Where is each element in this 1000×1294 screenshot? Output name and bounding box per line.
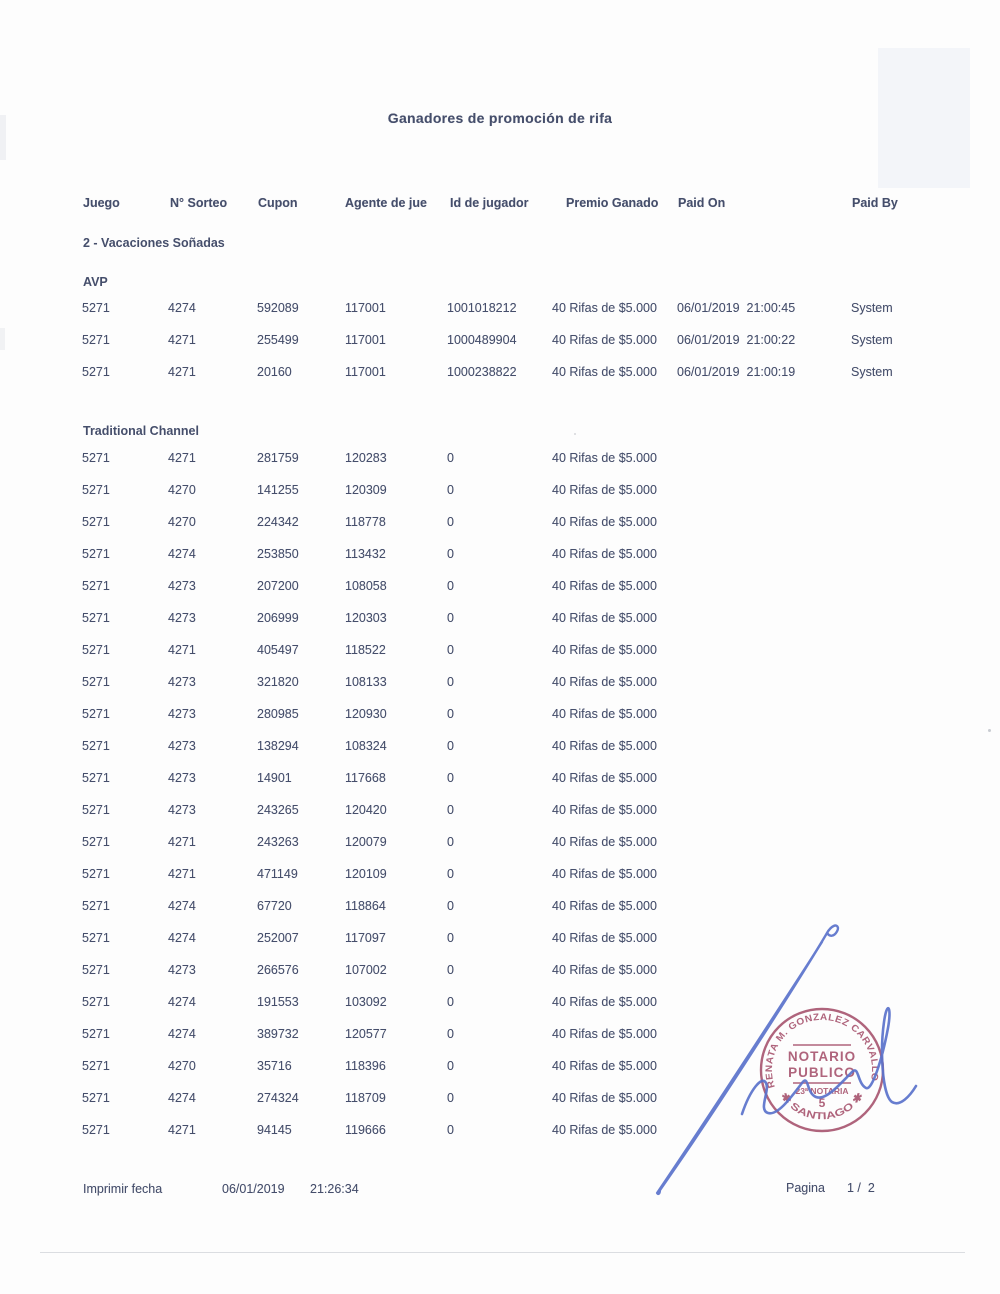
cell-paid-by: System (851, 365, 893, 379)
cell-sorteo: 4274 (168, 1091, 196, 1105)
cell-agente-de-jue: 120303 (345, 611, 387, 625)
cell-paid-by (851, 707, 1000, 739)
cell-agente-de-jue: 103092 (345, 995, 387, 1009)
cell-sorteo: 4274 (168, 1027, 196, 1041)
cell-paid-on (677, 515, 851, 547)
cell-paid-on (677, 739, 851, 771)
cell-agente-de-jue: 120577 (345, 1027, 387, 1041)
cell-id-de-jugador: 0 (447, 739, 454, 753)
cell-sorteo: 4274 (168, 301, 196, 315)
cell-cupon: 243263 (257, 835, 299, 849)
cell-sorteo: 4273 (168, 739, 196, 753)
cell-paid-on (677, 867, 851, 899)
cell-paid-on: 06/01/2019 21:00:22 (677, 333, 796, 347)
column-header-premio-ganado: Premio Ganado (566, 196, 659, 210)
cell-paid-on (677, 803, 851, 835)
cell-premio-ganado: 40 Rifas de $5.000 (552, 1027, 657, 1041)
cell-sorteo: 4273 (168, 579, 196, 593)
table-row (0, 675, 1000, 707)
cell-sorteo: 4271 (168, 365, 196, 379)
cell-juego: 5271 (82, 547, 110, 561)
cell-sorteo: 4273 (168, 611, 196, 625)
cell-agente-de-jue: 120420 (345, 803, 387, 817)
section-rows-avp (0, 301, 1000, 397)
cell-agente-de-jue: 118396 (345, 1059, 386, 1073)
cell-id-de-jugador: 0 (447, 515, 454, 529)
cell-juego: 5271 (82, 963, 110, 977)
cell-paid-by (851, 515, 1000, 547)
cell-agente-de-jue: 107002 (345, 963, 387, 977)
scan-speck (988, 729, 991, 732)
column-header-sorteo: N° Sorteo (170, 196, 228, 210)
cell-id-de-jugador: 0 (447, 611, 454, 625)
column-header-cupon: Cupon (258, 196, 298, 210)
page-title: Ganadores de promoción de rifa (387, 110, 613, 126)
signature (600, 900, 960, 1220)
cell-premio-ganado: 40 Rifas de $5.000 (552, 451, 657, 465)
cell-premio-ganado: 40 Rifas de $5.000 (552, 867, 657, 881)
column-header-paid-by: Paid By (852, 196, 898, 210)
table-row (0, 707, 1000, 739)
cell-sorteo: 4273 (168, 803, 196, 817)
cell-sorteo: 4271 (168, 867, 196, 881)
cell-paid-on: 06/01/2019 21:00:19 (677, 365, 796, 379)
table-row (0, 451, 1000, 483)
cell-paid-on (677, 835, 851, 867)
cell-paid-on (677, 643, 851, 675)
cell-premio-ganado: 40 Rifas de $5.000 (552, 547, 657, 561)
cell-juego: 5271 (82, 579, 110, 593)
cell-juego: 5271 (82, 365, 110, 379)
cell-id-de-jugador: 0 (447, 771, 454, 785)
cell-juego: 5271 (82, 333, 110, 347)
cell-sorteo: 4271 (168, 451, 196, 465)
cell-premio-ganado: 40 Rifas de $5.000 (552, 803, 657, 817)
table-header (0, 196, 1000, 210)
cell-paid-on: 06/01/2019 21:00:45 (677, 301, 796, 315)
cell-agente-de-jue: 108133 (345, 675, 387, 689)
cell-cupon: 94145 (257, 1123, 292, 1137)
cell-cupon: 138294 (257, 739, 299, 753)
cell-cupon: 280985 (257, 707, 299, 721)
cell-juego: 5271 (82, 995, 110, 1009)
cell-cupon: 281759 (257, 451, 299, 465)
cell-juego: 5271 (82, 1059, 110, 1073)
cell-id-de-jugador: 0 (447, 899, 454, 913)
cell-agente-de-jue: 120930 (345, 707, 387, 721)
cell-juego: 5271 (82, 931, 110, 945)
cell-juego: 5271 (82, 707, 110, 721)
cell-sorteo: 4271 (168, 1123, 196, 1137)
table-row (0, 643, 1000, 675)
cell-paid-on (677, 547, 851, 579)
cell-juego: 5271 (82, 803, 110, 817)
table-row (0, 365, 1000, 397)
cell-premio-ganado: 40 Rifas de $5.000 (552, 1091, 657, 1105)
cell-id-de-jugador: 1000238822 (447, 365, 517, 379)
cell-agente-de-jue: 119666 (345, 1123, 386, 1137)
cell-sorteo: 4273 (168, 707, 196, 721)
cell-cupon: 141255 (257, 483, 299, 497)
cell-agente-de-jue: 117668 (345, 771, 386, 785)
page-number-label: Pagina (786, 1181, 825, 1195)
cell-juego: 5271 (82, 1091, 110, 1105)
cell-agente-de-jue: 108058 (345, 579, 387, 593)
cell-sorteo: 4273 (168, 963, 196, 977)
cell-paid-by: System (851, 301, 893, 315)
cell-cupon: 224342 (257, 515, 299, 529)
table-row (0, 333, 1000, 365)
cell-sorteo: 4270 (168, 483, 196, 497)
cell-id-de-jugador: 0 (447, 835, 454, 849)
cell-cupon: 243265 (257, 803, 299, 817)
cell-agente-de-jue: 118864 (345, 899, 386, 913)
cell-id-de-jugador: 0 (447, 643, 454, 657)
cell-sorteo: 4273 (168, 675, 196, 689)
cell-agente-de-jue: 118709 (345, 1091, 386, 1105)
cell-agente-de-jue: 117097 (345, 931, 386, 945)
print-date-label: Imprimir fecha (83, 1182, 163, 1196)
cell-sorteo: 4271 (168, 835, 196, 849)
cell-paid-on (677, 675, 851, 707)
print-time-value: 21:26:34 (310, 1182, 359, 1196)
cell-premio-ganado: 40 Rifas de $5.000 (552, 1123, 657, 1137)
cell-premio-ganado: 40 Rifas de $5.000 (552, 899, 657, 913)
cell-paid-by (851, 579, 1000, 611)
cell-premio-ganado: 40 Rifas de $5.000 (552, 301, 657, 315)
cell-paid-by (851, 483, 1000, 515)
cell-premio-ganado: 40 Rifas de $5.000 (552, 963, 657, 977)
stamp-notaria-number-text: 23ª NOTARIA (795, 1086, 849, 1096)
cell-juego: 5271 (82, 771, 110, 785)
cell-sorteo: 4271 (168, 643, 196, 657)
cell-juego: 5271 (82, 643, 110, 657)
cell-sorteo: 4270 (168, 515, 196, 529)
column-header-juego: Juego (83, 196, 120, 210)
table-row (0, 579, 1000, 611)
cell-cupon: 252007 (257, 931, 299, 945)
cell-cupon: 67720 (257, 899, 292, 913)
cell-premio-ganado: 40 Rifas de $5.000 (552, 675, 657, 689)
cell-sorteo: 4273 (168, 771, 196, 785)
cell-premio-ganado: 40 Rifas de $5.000 (552, 365, 657, 379)
cell-agente-de-jue: 117001 (345, 301, 386, 315)
cell-premio-ganado: 40 Rifas de $5.000 (552, 771, 657, 785)
cell-agente-de-jue: 108324 (345, 739, 387, 753)
cell-sorteo: 4274 (168, 899, 196, 913)
cell-paid-by (851, 451, 1000, 483)
cell-juego: 5271 (82, 675, 110, 689)
column-header-agente-de-jue: Agente de jue (345, 196, 427, 210)
cell-premio-ganado: 40 Rifas de $5.000 (552, 1059, 657, 1073)
cell-paid-on (677, 611, 851, 643)
scan-line (40, 1252, 965, 1253)
cell-juego: 5271 (82, 611, 110, 625)
cell-paid-by: System (851, 333, 893, 347)
cell-paid-on (677, 771, 851, 803)
cell-juego: 5271 (82, 835, 110, 849)
cell-agente-de-jue: 118522 (345, 643, 386, 657)
cell-cupon: 35716 (257, 1059, 292, 1073)
table-row (0, 867, 1000, 899)
table-row (0, 515, 1000, 547)
cell-cupon: 321820 (257, 675, 299, 689)
cell-juego: 5271 (82, 899, 110, 913)
cell-agente-de-jue: 117001 (345, 365, 386, 379)
cell-id-de-jugador: 0 (447, 867, 454, 881)
section-label-avp: AVP (83, 275, 108, 289)
cell-premio-ganado: 40 Rifas de $5.000 (552, 995, 657, 1009)
cell-id-de-jugador: 0 (447, 963, 454, 977)
cell-juego: 5271 (82, 867, 110, 881)
cell-sorteo: 4270 (168, 1059, 196, 1073)
cell-paid-on (677, 579, 851, 611)
cell-sorteo: 4274 (168, 995, 196, 1009)
table-row (0, 483, 1000, 515)
cell-cupon: 14901 (257, 771, 292, 785)
cell-paid-on (677, 483, 851, 515)
cell-premio-ganado: 40 Rifas de $5.000 (552, 333, 657, 347)
cell-id-de-jugador: 0 (447, 451, 454, 465)
cell-id-de-jugador: 0 (447, 707, 454, 721)
cell-agente-de-jue: 118778 (345, 515, 386, 529)
table-row (0, 803, 1000, 835)
column-header-paid-on: Paid On (678, 196, 726, 210)
cell-cupon: 255499 (257, 333, 299, 347)
cell-id-de-jugador: 0 (447, 483, 454, 497)
cell-id-de-jugador: 0 (447, 547, 454, 561)
table-row (0, 611, 1000, 643)
section-label-traditional-channel: Traditional Channel (83, 424, 199, 438)
cell-premio-ganado: 40 Rifas de $5.000 (552, 483, 657, 497)
cell-premio-ganado: 40 Rifas de $5.000 (552, 579, 657, 593)
print-date-value: 06/01/2019 (222, 1182, 285, 1196)
cell-cupon: 405497 (257, 643, 299, 657)
signature-long-stroke-2 (657, 942, 822, 1194)
cell-cupon: 20160 (257, 365, 292, 379)
cell-id-de-jugador: 0 (447, 1123, 454, 1137)
cell-paid-on (677, 451, 851, 483)
cell-paid-by (851, 867, 1000, 899)
cell-paid-by (851, 803, 1000, 835)
column-header-id-de-jugador: Id de jugador (450, 196, 529, 210)
cell-juego: 5271 (82, 739, 110, 753)
promotion-group-label: 2 - Vacaciones Soñadas (83, 236, 225, 250)
cell-agente-de-jue: 120109 (345, 867, 387, 881)
cell-cupon: 253850 (257, 547, 299, 561)
cell-paid-by (851, 771, 1000, 803)
cell-paid-by (851, 547, 1000, 579)
cell-premio-ganado: 40 Rifas de $5.000 (552, 643, 657, 657)
scan-speck (574, 433, 576, 435)
cell-juego: 5271 (82, 483, 110, 497)
cell-id-de-jugador: 0 (447, 931, 454, 945)
scan-smudge (0, 328, 5, 350)
cell-id-de-jugador: 0 (447, 1091, 454, 1105)
cell-id-de-jugador: 1000489904 (447, 333, 517, 347)
cell-juego: 5271 (82, 515, 110, 529)
cell-sorteo: 4271 (168, 333, 196, 347)
stamp-notario-text: NOTARIO (787, 1049, 857, 1064)
cell-id-de-jugador: 0 (447, 675, 454, 689)
table-row (0, 739, 1000, 771)
cell-juego: 5271 (82, 301, 110, 315)
scan-smudge (0, 115, 6, 160)
stamp-publico-text: PUBLICO (788, 1065, 856, 1080)
cell-id-de-jugador: 0 (447, 1059, 454, 1073)
cell-premio-ganado: 40 Rifas de $5.000 (552, 739, 657, 753)
cell-id-de-jugador: 0 (447, 803, 454, 817)
cell-premio-ganado: 40 Rifas de $5.000 (552, 515, 657, 529)
cell-agente-de-jue: 117001 (345, 333, 386, 347)
scan-shadow (878, 48, 970, 188)
cell-agente-de-jue: 120309 (345, 483, 387, 497)
stamp-five-text: 5 (818, 1096, 826, 1110)
cell-id-de-jugador: 0 (447, 995, 454, 1009)
cell-id-de-jugador: 0 (447, 579, 454, 593)
cell-premio-ganado: 40 Rifas de $5.000 (552, 835, 657, 849)
cell-agente-de-jue: 113432 (345, 547, 386, 561)
cell-premio-ganado: 40 Rifas de $5.000 (552, 611, 657, 625)
cell-id-de-jugador: 1001018212 (447, 301, 517, 315)
cell-cupon: 592089 (257, 301, 299, 315)
cell-paid-by (851, 675, 1000, 707)
cell-cupon: 206999 (257, 611, 299, 625)
cell-agente-de-jue: 120079 (345, 835, 387, 849)
table-row (0, 547, 1000, 579)
stamp-bottom-text: ✱ SANTIAGO ✱ (777, 1090, 865, 1123)
cell-cupon: 471149 (257, 867, 298, 881)
cell-juego: 5271 (82, 451, 110, 465)
cell-sorteo: 4274 (168, 547, 196, 561)
cell-cupon: 191553 (257, 995, 299, 1009)
stamp-ring-text: RENATA M. GONZALEZ CARVALLO (763, 1011, 881, 1090)
cell-juego: 5271 (82, 1027, 110, 1041)
cell-sorteo: 4274 (168, 931, 196, 945)
cell-juego: 5271 (82, 1123, 110, 1137)
cell-paid-by (851, 835, 1000, 867)
cell-id-de-jugador: 0 (447, 1027, 454, 1041)
cell-agente-de-jue: 120283 (345, 451, 387, 465)
cell-paid-by (851, 739, 1000, 771)
cell-paid-on (677, 707, 851, 739)
page-number-value: 1 / 2 (847, 1181, 875, 1195)
cell-cupon: 389732 (257, 1027, 299, 1041)
cell-paid-by (851, 611, 1000, 643)
table-row (0, 835, 1000, 867)
cell-cupon: 274324 (257, 1091, 299, 1105)
cell-cupon: 207200 (257, 579, 299, 593)
table-row (0, 771, 1000, 803)
cell-premio-ganado: 40 Rifas de $5.000 (552, 931, 657, 945)
cell-premio-ganado: 40 Rifas de $5.000 (552, 707, 657, 721)
cell-cupon: 266576 (257, 963, 299, 977)
cell-paid-by (851, 643, 1000, 675)
table-row (0, 301, 1000, 333)
